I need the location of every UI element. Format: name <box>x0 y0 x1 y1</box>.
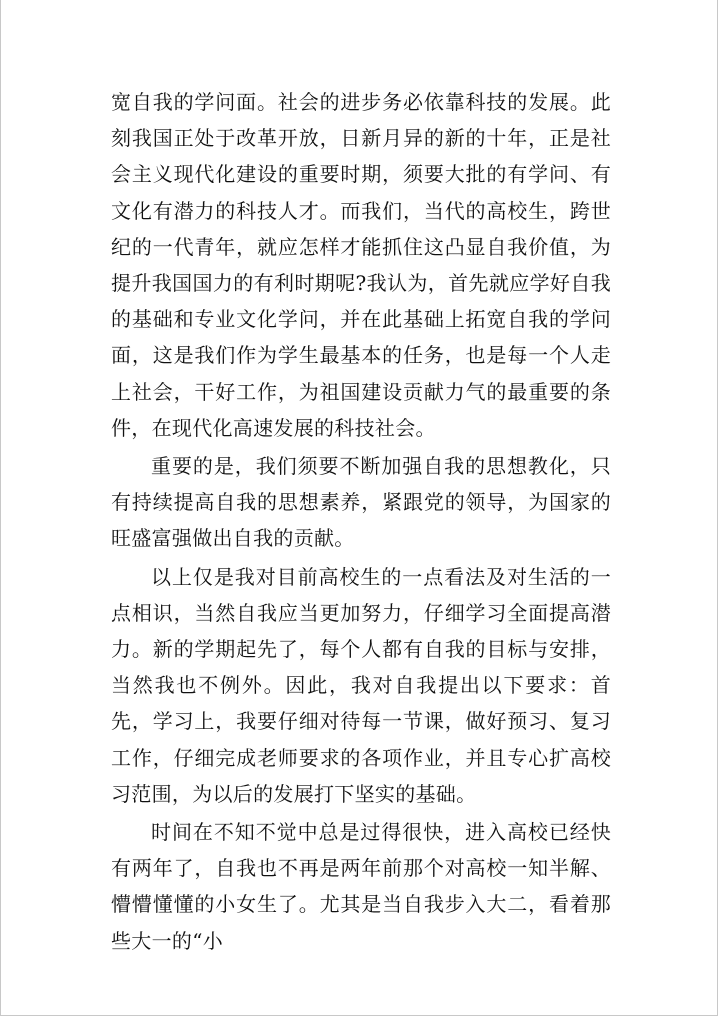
paragraph-4: 时间在不知不觉中总是过得很快，进入高校已经快有两年了，自我也不再是两年前那个对高校一知半解、懵懵懂懂的小女生了。尤其是当自我步入大二，看着那些大一的“小 <box>111 820 611 953</box>
paragraph-3: 以上仅是我对目前高校生的一点看法及对生活的一点相识，当然自我应当更加努力，仔细学习全面提高潜力。新的学期起先了，每个人都有自我的目标与安排，当然我也不例外。因此，我对自我提出以下要求：首先，学习上，我要仔细对待每一节课，做好预习、复习工作，仔细完成老师要求的各项作业，并且专心扩高校习范围，为以后的发展打下坚实的基础。 <box>111 564 611 806</box>
document-body <box>111 84 611 959</box>
paragraph-1: 宽自我的学问面。社会的进步务必依靠科技的发展。此刻我国正处于改革开放，日新月异的新的十年，正是社会主义现代化建设的重要时期，须要大批的有学问、有文化有潜力的科技人才。而我们，当代的高校生，跨世纪的一代青年，就应怎样才能抓住这凸显自我价值，为提升我国国力的有利时期呢?我认为，首先就应学好自我的基础和专业文化学问，并在此基础上拓宽自我的学问面，这是我们作为学生最基本的任务，也是每一个人走上社会，干好工作，为祖国建设贡献力气的最重要的条件，在现代化高速发展的科技社会。 <box>111 90 611 440</box>
paragraph-2: 重要的是，我们须要不断加强自我的思想教化，只有持续提高自我的思想素养，紧跟党的领导，为国家的旺盛富强做出自我的贡献。 <box>111 454 611 551</box>
